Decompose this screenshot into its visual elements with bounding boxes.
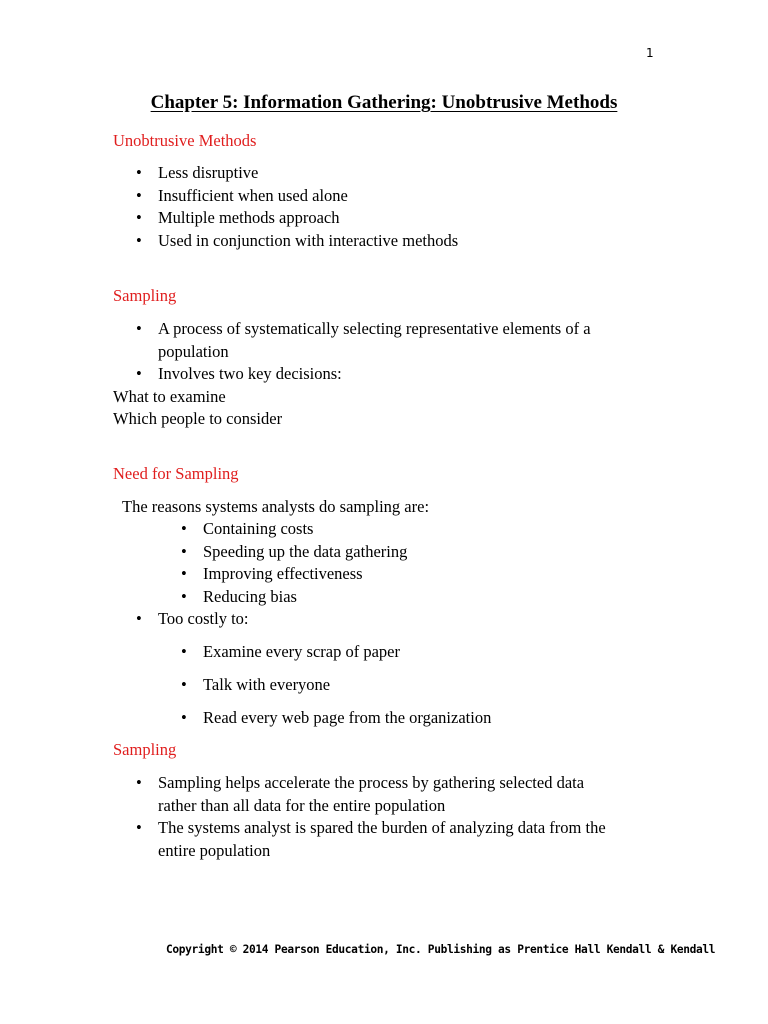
list-item: • Less disruptive xyxy=(136,162,258,185)
list-item: • Too costly to: xyxy=(136,608,249,631)
list-item: • Involves two key decisions: xyxy=(136,363,342,386)
bullet-icon: • xyxy=(181,675,187,694)
list-item: • Used in conjunction with interactive methods xyxy=(136,230,458,253)
list-item: • Improving effectiveness xyxy=(181,563,363,586)
intro-text: The reasons systems analysts do sampling are: xyxy=(122,497,430,516)
list-item: • Speeding up the data gathering xyxy=(181,541,407,564)
list-item: • Reducing bias xyxy=(181,586,297,609)
decision-line: Which people to consider xyxy=(113,409,283,428)
list-item: • Sampling helps accelerate the process by gathering selected data rather than all data for the entire population xyxy=(136,773,585,815)
page-title: Chapter 5: Information Gathering: Unobtrusive Methods xyxy=(150,92,618,113)
section-heading-unobtrusive-methods: Unobtrusive Methods xyxy=(113,131,257,150)
list-item: • A process of systematically selecting representative elements of a population xyxy=(136,319,591,361)
list-item: • Talk with everyone xyxy=(181,674,330,697)
bullet-icon: • xyxy=(136,364,142,383)
list-item: • Insufficient when used alone xyxy=(136,185,348,208)
bullet-icon: • xyxy=(181,564,187,583)
bullet-icon: • xyxy=(181,542,187,561)
bullet-icon: • xyxy=(136,609,142,628)
section-heading-sampling-2: Sampling xyxy=(113,740,177,759)
bullet-icon: • xyxy=(136,208,142,227)
page-number: 1 xyxy=(646,46,654,60)
list-item: • Examine every scrap of paper xyxy=(181,641,400,664)
bullet-icon: • xyxy=(136,319,142,338)
list-item: • Multiple methods approach xyxy=(136,207,339,230)
bullet-icon: • xyxy=(181,519,187,538)
list-item: • Containing costs xyxy=(181,518,313,541)
bullet-icon: • xyxy=(181,708,187,727)
copyright-footer: Copyright © 2014 Pearson Education, Inc. Publishing as Prentice Hall Kendall & Kendall xyxy=(166,943,716,956)
decision-line: What to examine xyxy=(113,387,226,406)
list-item: • Read every web page from the organization xyxy=(181,707,491,730)
bullet-icon: • xyxy=(136,773,142,792)
bullet-icon: • xyxy=(181,642,187,661)
section-heading-sampling: Sampling xyxy=(113,286,177,305)
bullet-icon: • xyxy=(181,587,187,606)
section-heading-need-for-sampling: Need for Sampling xyxy=(113,464,239,483)
bullet-icon: • xyxy=(136,818,142,837)
bullet-icon: • xyxy=(136,186,142,205)
list-item: • The systems analyst is spared the burden of analyzing data from the entire population xyxy=(136,818,606,860)
bullet-icon: • xyxy=(136,163,142,182)
bullet-icon: • xyxy=(136,231,142,250)
